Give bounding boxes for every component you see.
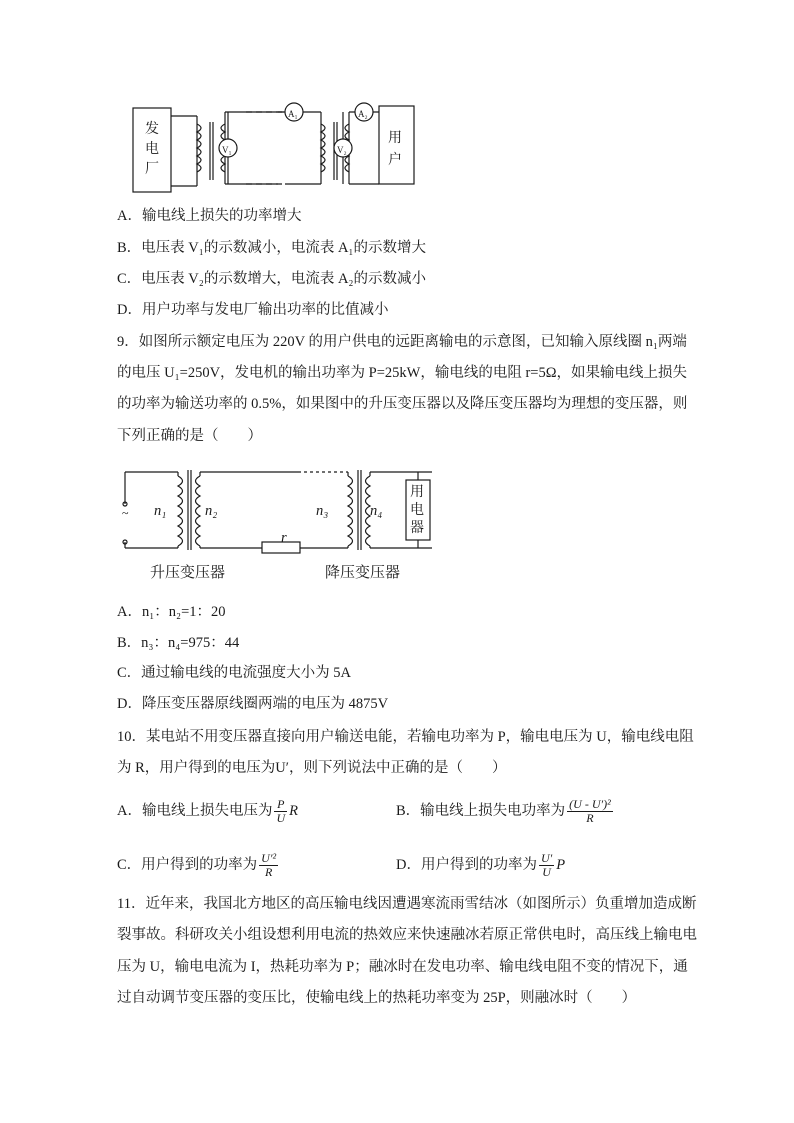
- q8-option-c: C．电压表 V₂的示数增大，电流表 A₂的示数减小: [117, 271, 426, 287]
- q11-text-line-3: 压为 U，输电电流为 I，热耗功率为 P；融冰时在发电功率、输电线电阻不变的情况下，通: [117, 959, 688, 975]
- ac-source-symbol: ~: [122, 506, 129, 520]
- q8-option-d: D．用户功率与发电厂输出功率的比值减小: [117, 302, 389, 318]
- load-label: 用 电 器: [410, 485, 424, 536]
- q10-option-b: B．输电线上损失电功率为 $\frac{\text{(U - U′)²}}{R}$: [396, 797, 611, 825]
- step-down-transformer-label: 降压变压器: [325, 565, 401, 581]
- q11-text-line-2: 裂事故。科研攻关小组设想利用电流的热效应来快速融冰若原正常供电时，高压线上输电电: [117, 927, 697, 943]
- plant-label: 发 电 厂: [145, 122, 159, 177]
- resistor-r-label: r: [281, 530, 287, 546]
- coil-n1-label: n₁: [154, 503, 167, 519]
- q10-text-line-1: 10．某电站不用变压器直接向用户输送电能，若输电功率为 P，输电电压为 U，输电线电阻: [117, 729, 694, 745]
- q9-text-line-1: 9．如图所示额定电压为 220V 的用户供电的远距离输电的示意图，已知输入原线圈 n₁两端: [117, 334, 687, 350]
- q10-text-line-2: 为 R，用户得到的电压为U′，则下列说法中正确的是（ ）: [117, 760, 507, 776]
- q8-option-a: A．输电线上损失的功率增大: [117, 208, 302, 224]
- q9-text-line-4: 下列正确的是（ ）: [117, 428, 262, 444]
- v2-label: V₂: [337, 145, 347, 155]
- q9-option-d: D．降压变压器原线圈两端的电压为 4875V: [117, 696, 389, 712]
- q9-option-b: B．n₃：n₄=975：44: [117, 635, 240, 651]
- transmission-figure-1: [128, 100, 418, 198]
- user-label: 用 户: [388, 131, 402, 168]
- q10-option-a: A．输电线上损失电压为 $\frac{P}{U}$ R: [117, 797, 299, 825]
- q9-option-a: A．n₁：n₂=1：20: [117, 604, 226, 620]
- q10-option-c: C．用户得到的功率为 $\frac{\text{U′²}}{R}$: [117, 851, 277, 879]
- v1-label: V₁: [222, 145, 232, 155]
- q11-text-line-4: 过自动调节变压器的变压比，使输电线上的热耗功率变为 25P，则融冰时（ ）: [117, 990, 637, 1006]
- q10-option-d: D．用户得到的功率为 $\frac{U'}{U}$ P: [396, 851, 566, 879]
- a2-label: A₂: [358, 109, 368, 119]
- q9-text-line-2: 的电压 U₁=250V，发电机的输出功率为 P=25kW，输电线的电阻 r=5Ω，如果输电线上损失: [117, 365, 688, 381]
- step-up-transformer-label: 升压变压器: [150, 565, 226, 581]
- q11-text-line-1: 11．近年来，我国北方地区的高压输电线因遭遇寒流雨雪结冰（如图所示）负重增加造成断: [117, 896, 697, 912]
- coil-n2-label: n₂: [205, 503, 218, 519]
- coil-n3-label: n₃: [316, 503, 329, 519]
- a1-label: A₁: [288, 109, 298, 119]
- coil-n4-label: n₄: [370, 503, 383, 519]
- q9-option-c: C．通过输电线的电流强度大小为 5A: [117, 665, 352, 681]
- q9-text-line-3: 的功率为输送功率的 0.5%，如果图中的升压变压器以及降压变压器均为理想的变压器，则: [117, 396, 688, 412]
- q8-option-b: B．电压表 V₁的示数减小，电流表 A₁的示数增大: [117, 240, 426, 256]
